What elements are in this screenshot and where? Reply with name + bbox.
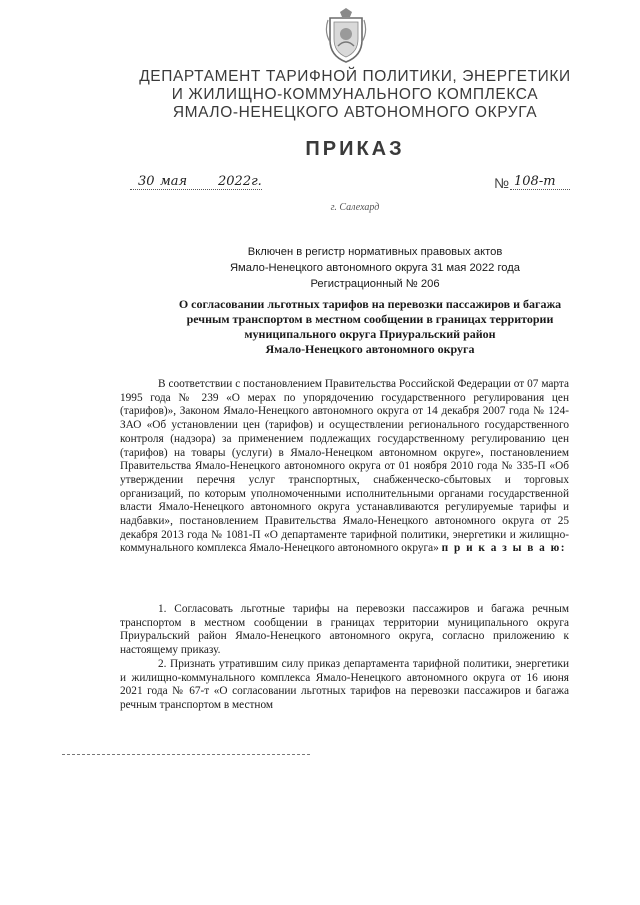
subject-line4: Ямало-Ненецкого автономного округа [265,342,475,356]
department-name-line1: ДЕПАРТАМЕНТ ТАРИФНОЙ ПОЛИТИКИ, ЭНЕРГЕТИКИ [139,68,571,85]
date-year: 2022г. [218,174,262,189]
department-name-line3: ЯМАЛО-НЕНЕЦКОГО АВТОНОМНОГО ОКРУГА [172,104,538,121]
date-underline [130,188,262,190]
department-name-line2: И ЖИЛИЩНО-КОММУНАЛЬНОГО КОМПЛЕКСА [171,86,539,103]
order-item-1: 1. Согласовать льготные тарифы на перевозки пассажиров и багажа речным транспортом в местном сообщении в границах территории муниципального округа Приуральский район Ямало-Ненецкого автономного округа, согласно приложению к настоящему приказу. [120,603,569,657]
preamble-text: В соответствии с постановлением Правительства Российской Федерации от 07 марта 1995 года № 239 «О мерах по упорядочению государственного регулирования цен (тарифов)», Законом Ямало-Ненецкого автономного округа от 14 декабря 2007 года № 124-ЗАО «Об установлении цен (тарифов) и осуществлении регионального государственного контроля (надзора) за применением подлежащих государственному регулированию цен (тарифов) на товары (услуги) в Ямало-Ненецком автономном округе», постановлением Правительства Ямало-Ненецкого автономного округа от 01 ноября 2010 года № 335-П «Об утверждении перечня услуг транспортных, снабженческо-сбытовых и торговых организаций, по которым уполномоченными исполнительными органами государственной власти Ямало-Ненецкого автономного округа устанавливаются регулируемые тарифы и надбавки», постановлением Правительства Ямало-Ненецкого автономного округа от 25 декабря 2013 года № 1081-П «О департаменте тарифной политики, энергетики и жилищно-коммунального комплекса Ямало-Ненецкого автономного округа» [120,378,569,555]
document-type-title: ПРИКАЗ [305,138,405,160]
document-number: 108-т [514,174,556,189]
coat-of-arms-icon [324,8,368,64]
subject-line3: муниципального округа Приуральский район [244,327,496,341]
number-label: № [494,175,510,191]
date-month: мая [160,174,188,189]
order-items [120,603,569,713]
order-subject [120,297,620,357]
preamble-paragraph [120,378,569,556]
registration-line3: Регистрационный № 206 [310,278,440,290]
registration-line2: Ямало-Ненецкого автономного округа 31 мая 2022 года [229,262,521,274]
order-word: п р и к а з ы в а ю: [441,542,567,555]
footer-separator [62,754,310,755]
number-underline [510,188,570,190]
registration-line1: Включен в регистр нормативных правовых актов [247,246,503,258]
city: г. Салехард [330,202,380,213]
subject-line1: О согласовании льготных тарифов на перевозки пассажиров и багажа [178,297,562,311]
order-item-2: 2. Признать утратившим силу приказ департамента тарифной политики, энергетики и жилищно-коммунального комплекса Ямало-Ненецкого автономного округа от 16 июня 2021 года № 67-т «О согласовании льготных тарифов на перевозки пассажиров и багажа речным транспортом в местном [120,657,569,711]
subject-line2: речным транспортом в местном сообщении в границах территории [186,312,554,326]
date-day: 30 [138,174,155,189]
